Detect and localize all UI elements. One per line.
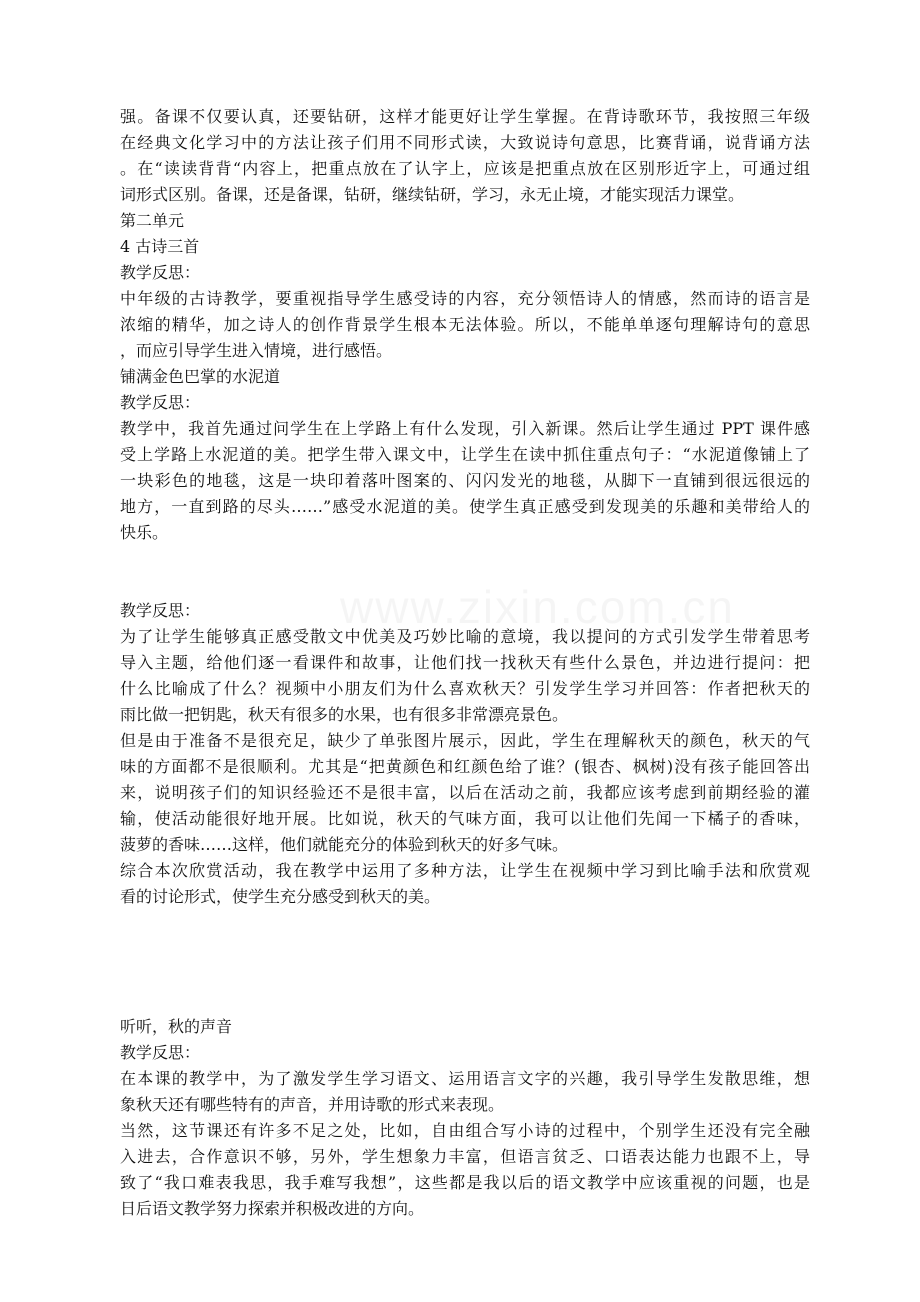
- text-line: 来，说明孩子们的知识经验还不是很丰富，以后在活动之前，我都应该考虑到前期经验的灌: [120, 783, 810, 802]
- section-autumn-sound: [120, 1014, 810, 1222]
- text-line: 看的讨论形式，使学生充分感受到秋天的美。: [120, 887, 441, 906]
- text-line: 在经典文化学习中的方法让孩子们用不同形式读，大致说诗句意思，比赛背诵，说背诵方法: [120, 133, 810, 152]
- section-title: 4 古诗三首: [120, 237, 200, 256]
- text-line: 日后语文教学努力探索并积极改进的方向。: [120, 1199, 425, 1218]
- text-line: 中年级的古诗教学，要重视指导学生感受诗的内容，充分领悟诗人的情感，然而诗的语言是: [120, 289, 810, 308]
- text-line: 输，使活动能很好地开展。比如说，秋天的气味方面，我可以让他们先闻一下橘子的香味，: [120, 809, 810, 828]
- document-body: [120, 104, 810, 1222]
- text-line: 但是由于准备不是很充足，缺少了单张图片展示，因此，学生在理解秋天的颜色，秋天的气: [120, 731, 810, 750]
- text-line: 致了“我口难表我思，我手难写我想”，这些都是我以后的语文教学中应该重视的问题，也是: [120, 1173, 810, 1192]
- text-line: 味的方面都不是很顺利。尤其是“把黄颜色和红颜色给了谁？(银杏、枫树)没有孩子能回答出: [120, 757, 810, 776]
- text-line: 快乐。: [120, 523, 169, 542]
- section-title: 铺满金色巴掌的水泥道: [120, 367, 281, 386]
- spacer: [120, 910, 810, 1014]
- text-line: 什么比喻成了什么？视频中小朋友们为什么喜欢秋天？引发学生学习并回答：作者把秋天的: [120, 679, 810, 698]
- text-line: 在本课的教学中，为了激发学生学习语文、运用语言文字的兴趣，我引导学生发散思维，想: [120, 1069, 810, 1088]
- section-cement-road: [120, 364, 810, 546]
- text-line: 教学中，我首先通过问学生在上学路上有什么发现，引入新课。然后让学生通过 PPT 课件感: [120, 419, 810, 438]
- text-line: 浓缩的精华，加之诗人的创作背景学生根本无法体验。所以，不能单单逐句理解诗句的意思: [120, 315, 810, 334]
- text-line: 受上学路上水泥道的美。把学生带入课文中，让学生在读中抓住重点句子：“水泥道像铺上了: [120, 445, 810, 464]
- text-line: 菠萝的香味……这样，他们就能充分的体验到秋天的好多气味。: [120, 835, 569, 854]
- paragraph-block1: [120, 104, 810, 208]
- section-ancient-poems: [120, 234, 810, 364]
- text-line: 一块彩色的地毯，这是一块印着落叶图案的、闪闪发光的地毯，从脚下一直铺到很远很远的: [120, 471, 810, 490]
- section-title: 听听，秋的声音: [120, 1017, 233, 1036]
- text-line: 地方，一直到路的尽头……”感受水泥道的美。使学生真正感受到发现美的乐趣和美带给人的: [120, 497, 810, 516]
- text-line: 强。备课不仅要认真，还要钻研，这样才能更好让学生掌握。在背诗歌环节，我按照三年级: [120, 107, 810, 126]
- text-line: ，而应引导学生进入情境，进行感悟。: [120, 341, 393, 360]
- text-line: 导入主题，给他们逐一看课件和故事，让他们找一找秋天有些什么景色，并边进行提问：把: [120, 653, 810, 672]
- section-autumn-rain: [120, 598, 810, 910]
- text-line: 入进去，合作意识不够，另外，学生想象力丰富，但语言贫乏、口语表达能力也跟不上，导: [120, 1147, 810, 1166]
- section-label: 教学反思：: [120, 263, 201, 282]
- section-label: 教学反思：: [120, 1043, 201, 1062]
- text-line: 为了让学生能够真正感受散文中优美及巧妙比喻的意境，我以提问的方式引发学生带着思考: [120, 627, 810, 646]
- text-line: 当然，这节课还有许多不足之处，比如，自由组合写小诗的过程中，个别学生还没有完全融: [120, 1121, 810, 1140]
- spacer: [120, 546, 810, 598]
- text-line: 。在“读读背背“内容上，把重点放在了认字上，应该是把重点放在区别形近字上，可通过组: [120, 159, 810, 178]
- section-label: 教学反思：: [120, 393, 201, 412]
- unit-title: 第二单元: [120, 211, 185, 230]
- text-line: 象秋天还有哪些特有的声音，并用诗歌的形式来表现。: [120, 1095, 505, 1114]
- text-line: 雨比做一把钥匙，秋天有很多的水果，也有很多非常漂亮景色。: [120, 705, 569, 724]
- text-line: 综合本次欣赏活动，我在教学中运用了多种方法，让学生在视频中学习到比喻手法和欣赏观: [120, 861, 810, 880]
- section-label: 教学反思：: [120, 601, 201, 620]
- text-line: 词形式区别。备课，还是备课，钻研，继续钻研，学习，永无止境，才能实现活力课堂。: [120, 185, 745, 204]
